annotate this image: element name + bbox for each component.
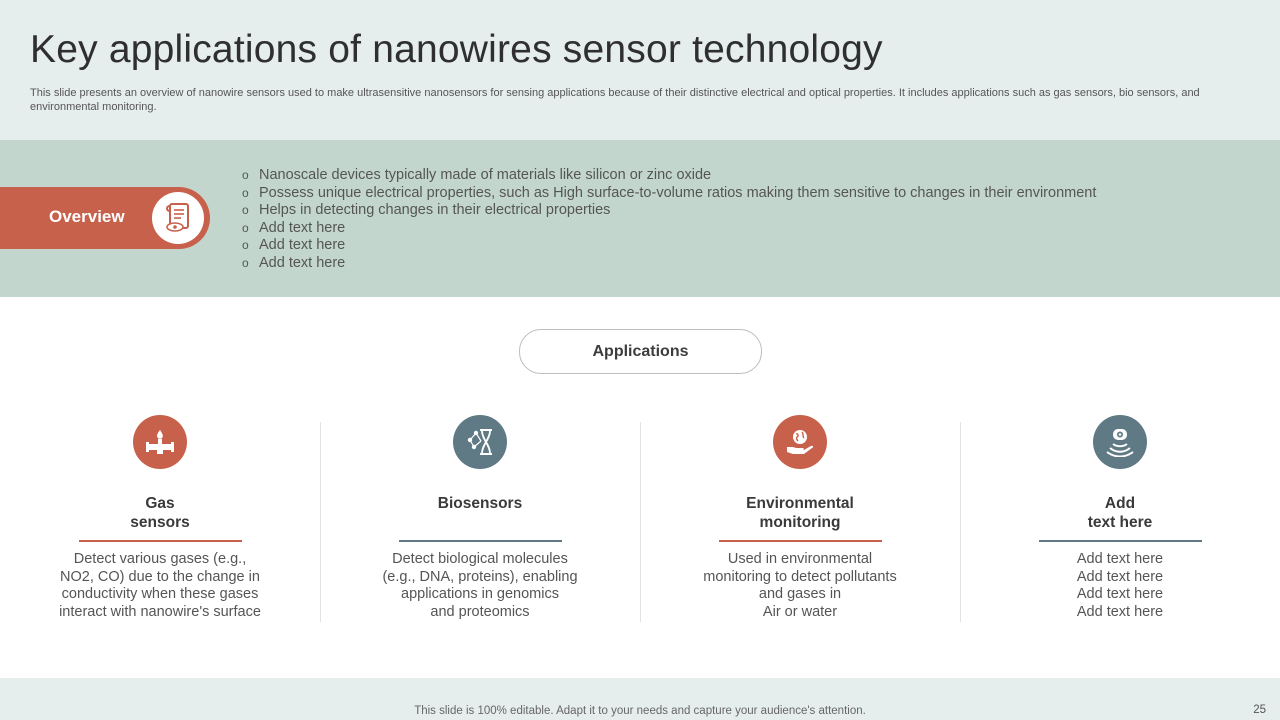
application-description: [45, 551, 275, 621]
bullet-marker: o: [242, 185, 249, 200]
overview-bullet: [242, 202, 1096, 220]
overview-bullet-text: Possess unique electrical properties, such as High surface-to-volume ratios making them sensitive to changes in their environment: [259, 184, 1097, 201]
application-title-line: Biosensors: [437, 495, 523, 512]
description-line: Add text here: [1076, 603, 1164, 620]
description-line: Used in environmental: [727, 551, 873, 567]
application-title-line: text here: [1087, 514, 1153, 531]
gas-pipe-icon: [133, 415, 187, 469]
description-line: monitoring to detect pollutants: [703, 568, 897, 585]
column-divider: [640, 422, 641, 622]
description-line: NO2, CO) due to the change in: [60, 568, 260, 585]
overview-label: Overview: [49, 207, 125, 226]
application-title-line: sensors: [130, 514, 190, 531]
overview-bullet-text: Add text here: [259, 254, 346, 271]
description-line: Detect various gases (e.g.,: [73, 551, 247, 567]
overview-bullet: [242, 255, 1096, 273]
description-line: and proteomics: [430, 603, 530, 620]
scroll-eye-icon: [152, 192, 204, 244]
overview-bullet-text: Nanoscale devices typically made of materials like silicon or zinc oxide: [259, 167, 712, 183]
overview-bullet-text: Add text here: [259, 237, 346, 254]
slide-subtitle: This slide presents an overview of nanowire sensors used to make ultrasensitive nanosensors for sensing applications because of their distinctive electrical and optical properties. It includes applications such as gas sensors, bio sensors, and environmental monitoring.: [30, 87, 1200, 113]
title-underline: [1039, 540, 1202, 542]
overview-bullet-list: [242, 167, 1096, 273]
slide-title: Key applications of nanowires sensor technology: [30, 28, 883, 71]
globe-hand-icon: [773, 415, 827, 469]
applications-pill: Applications: [519, 329, 762, 374]
description-line: Air or water: [762, 603, 838, 620]
description-line: applications in genomics: [401, 586, 559, 603]
application-title-line: Gas: [145, 495, 175, 512]
overview-bullet: [242, 167, 1096, 185]
bullet-marker: o: [242, 255, 249, 270]
application-description: [365, 551, 595, 621]
application-title-line: Add: [1104, 495, 1136, 512]
overview-bullet: [242, 185, 1096, 203]
page-number: 25: [1253, 704, 1266, 716]
application-title-line: monitoring: [759, 514, 841, 531]
bullet-marker: o: [242, 220, 249, 235]
application-title: [685, 494, 915, 532]
description-line: Add text here: [1076, 586, 1164, 603]
description-line: Add text here: [1076, 551, 1164, 567]
application-title: [1005, 494, 1235, 532]
application-title-line: Environmental: [746, 495, 854, 512]
overview-bullet-text: Helps in detecting changes in their electrical properties: [259, 202, 611, 219]
title-underline: [719, 540, 882, 542]
dna-hourglass-icon: [453, 415, 507, 469]
header-band: [0, 0, 1280, 140]
description-line: Add text here: [1076, 568, 1164, 585]
column-divider: [320, 422, 321, 622]
bullet-marker: o: [242, 168, 249, 182]
description-line: interact with nanowire's surface: [59, 603, 261, 620]
overview-tab: [0, 187, 210, 249]
application-title: [365, 494, 595, 513]
title-underline: [79, 540, 242, 542]
footer-note: This slide is 100% editable. Adapt it to your needs and capture your audience's attention.: [414, 705, 866, 717]
footer-band: [0, 678, 1280, 720]
title-underline: [399, 540, 562, 542]
description-line: and gases in: [758, 586, 842, 603]
bullet-marker: o: [242, 203, 249, 218]
description-line: Detect biological molecules: [392, 551, 568, 567]
application-description: [685, 551, 915, 621]
description-line: conductivity when these gases: [61, 586, 259, 603]
application-title: [45, 494, 275, 532]
application-description: [1005, 551, 1235, 621]
overview-bullet-text: Add text here: [259, 219, 346, 236]
description-line: (e.g., DNA, proteins), enabling: [382, 568, 578, 585]
overview-bullet: [242, 237, 1096, 255]
overview-bullet: [242, 220, 1096, 238]
bullet-marker: o: [242, 238, 249, 253]
sensor-signal-icon: [1093, 415, 1147, 469]
column-divider: [960, 422, 961, 622]
